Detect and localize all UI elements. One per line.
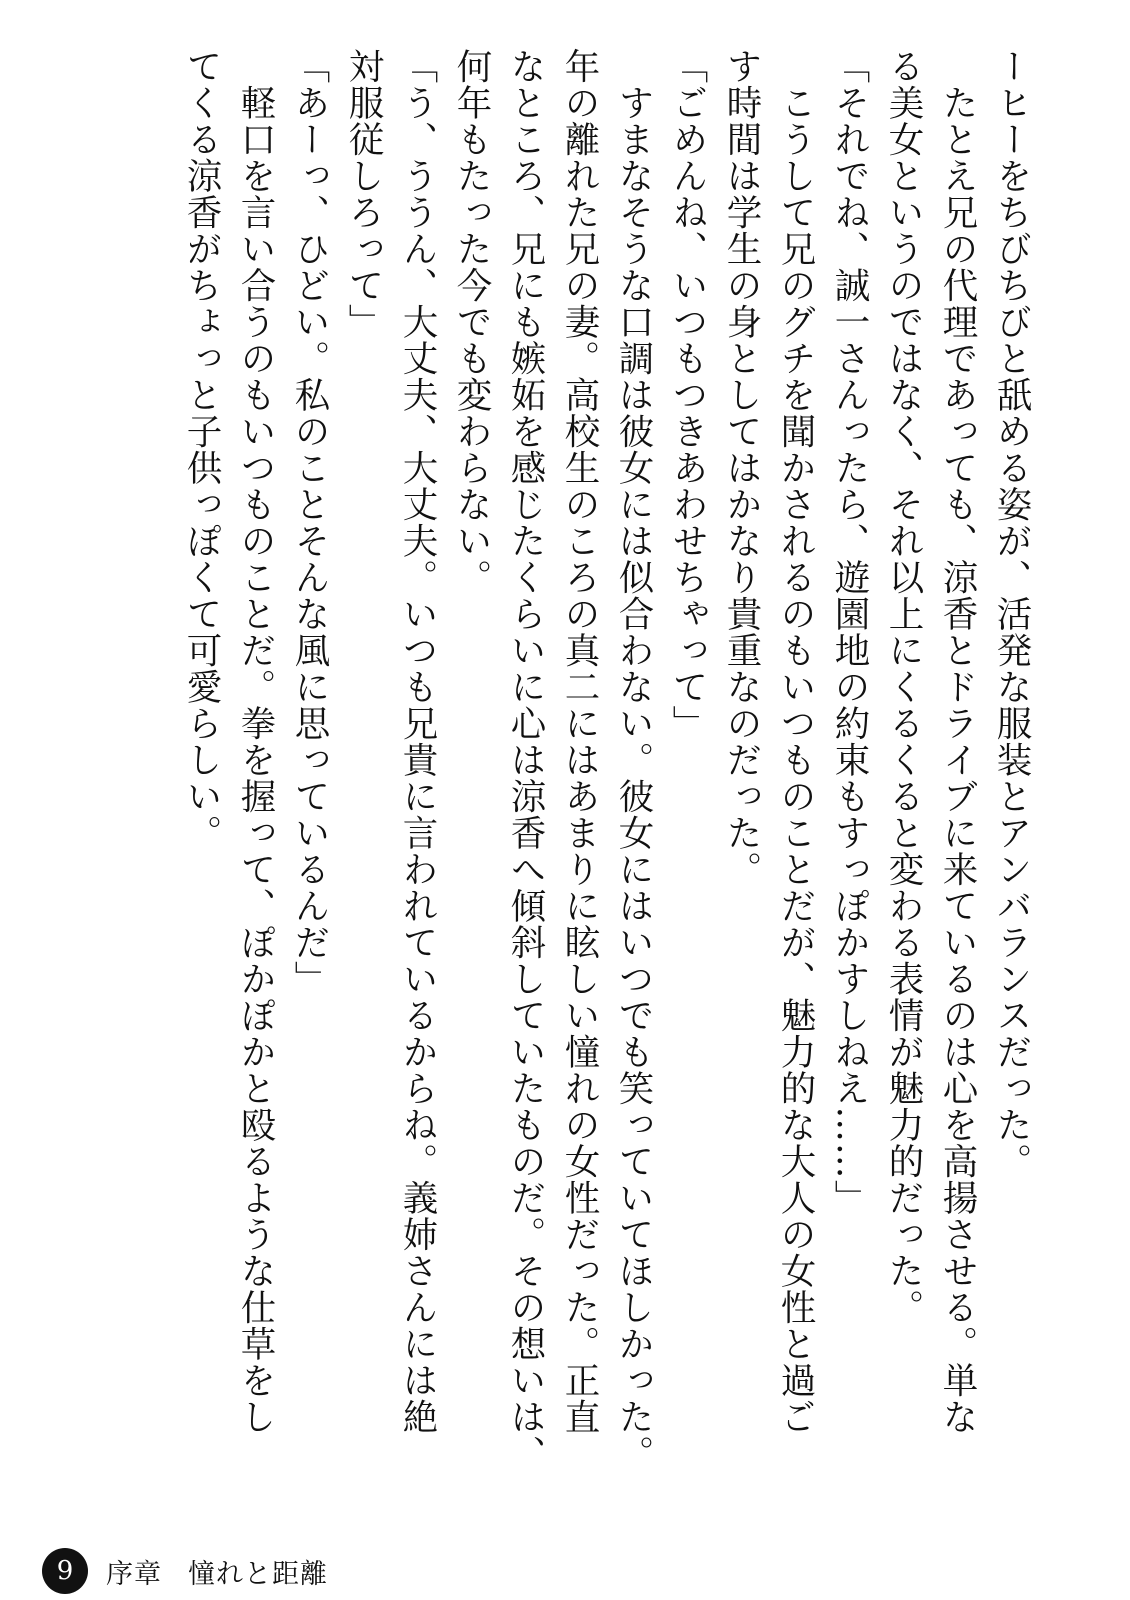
text-line: こうして兄のグチを聞かされるのもいつものことだが、魅力的な大人の女性と過ご — [775, 48, 816, 1435]
text-line: 「う、ううん、大丈夫、大丈夫。いつも兄貴に言われているからね。義姉さんには絶 — [397, 48, 438, 1435]
text-line: る美女というのではなく、それ以上にくるくると変わる表情が魅力的だった。 — [883, 48, 924, 1326]
vertical-body-text — [78, 48, 1038, 1498]
text-line: 「それでね、誠一さんったら、遊園地の約束もすっぽかすしねえ……」 — [829, 48, 870, 1216]
page-number-badge — [42, 1548, 88, 1594]
text-line: すまなそうな口調は彼女には似合わない。彼女にはいつでも笑っていてほしかった。 — [613, 48, 654, 1472]
text-line: 軽口を言い合うのもいつものことだ。拳を握って、ぽかぽかと殴るような仕草をし — [235, 48, 276, 1435]
text-line: 対服従しろって」 — [343, 48, 384, 340]
text-line: 「ごめんね、いつもつきあわせちゃって」 — [667, 48, 708, 742]
text-line: てくる涼香がちょっと子供っぽくて可愛らしい。 — [181, 48, 222, 851]
text-line: ーヒーをちびちびと舐める姿が、活発な服装とアンバランスだった。 — [991, 48, 1032, 1180]
text-line: 「あーっ、ひどい。私のことそんな風に思っているんだ」 — [289, 48, 330, 997]
chapter-label: 序章 — [106, 1558, 162, 1590]
text-line: なところ、兄にも嫉妬を感じたくらいに心は涼香へ傾斜していたものだ。その想いは、 — [505, 48, 546, 1472]
page-footer — [42, 1548, 328, 1594]
text-line: 年の離れた兄の妻。高校生のころの真二にはあまりに眩しい憧れの女性だった。正直 — [559, 48, 600, 1435]
chapter-title: 憧れと距離 — [188, 1558, 328, 1590]
text-line: たとえ兄の代理であっても、涼香とドライブに来ているのは心を高揚させる。単な — [937, 48, 978, 1435]
page-number: 9 — [56, 1556, 74, 1586]
text-line: す時間は学生の身としてはかなり貴重なのだった。 — [721, 48, 762, 888]
text-line: 何年もたった今でも変わらない。 — [451, 48, 492, 596]
